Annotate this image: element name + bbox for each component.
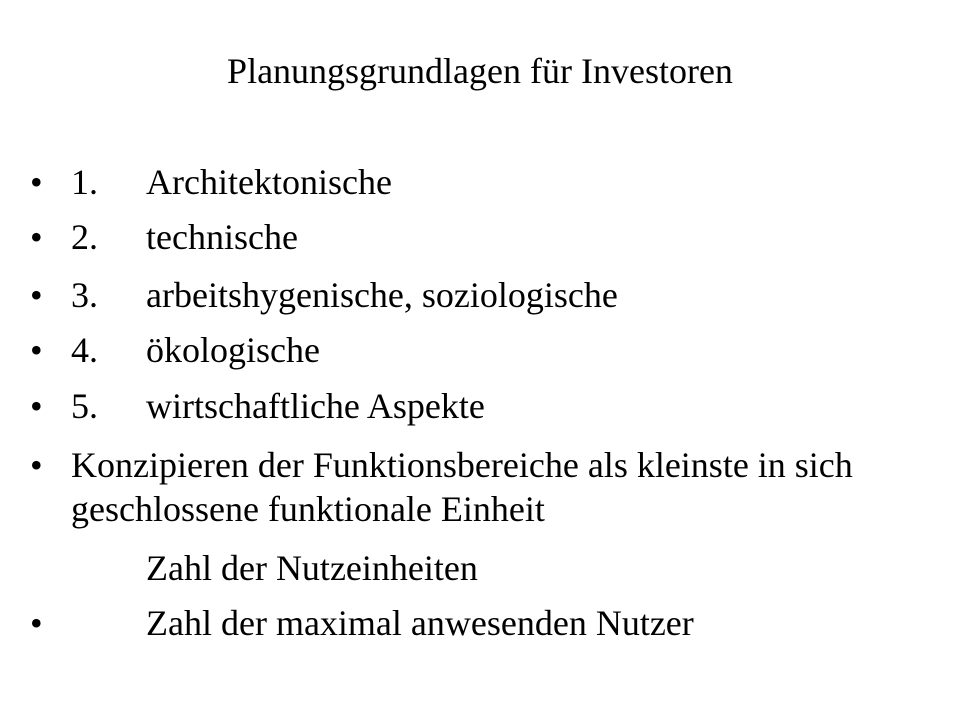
slide-title: Planungsgrundlagen für Investoren [227,51,733,91]
bullet-icon: • [30,603,43,643]
list-item [0,443,960,533]
list-item [0,598,960,648]
list-item [0,212,960,262]
item-number: 1. [71,162,98,202]
list-item [0,381,960,431]
list-item [0,325,960,375]
item-number: 5. [71,386,98,426]
bullet-icon: • [30,386,43,426]
bullet-icon: • [30,162,43,202]
item-label: arbeitshygenische, soziologische [146,275,618,315]
item-label: ökologische [146,330,320,370]
item-number: 3. [71,275,98,315]
item-label: Architektonische [146,162,392,202]
item-text: Konzipieren der Funktionsbereiche als kleinste in sich geschlossene funktionale Einheit [71,445,853,529]
item-number: 4. [71,330,98,370]
list-item [0,157,960,207]
bullet-icon: • [30,217,43,257]
bullet-icon: • [30,275,43,315]
item-label: Zahl der maximal anwesenden Nutzer [146,603,694,643]
list-item [0,270,960,320]
item-label: technische [146,217,298,257]
bullet-icon: • [30,330,43,370]
sub-item [0,543,960,593]
item-number: 2. [71,217,98,257]
item-label: Zahl der Nutzeinheiten [146,548,478,588]
item-label: wirtschaftliche Aspekte [146,386,485,426]
bullet-icon: • [30,445,43,485]
